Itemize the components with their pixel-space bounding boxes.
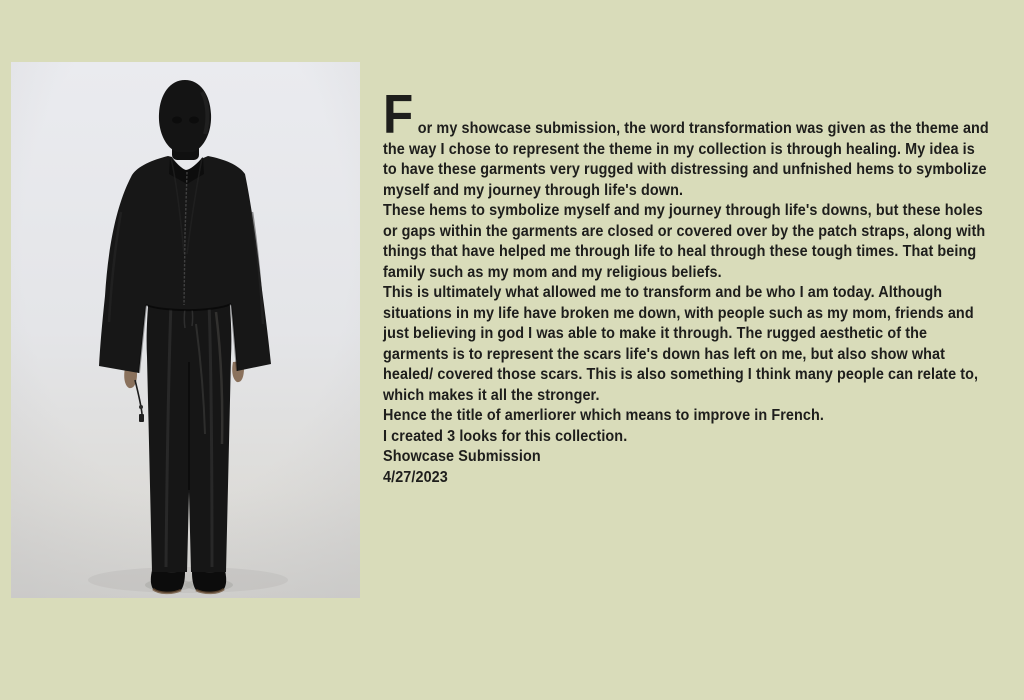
model-photo <box>11 62 360 598</box>
submission-date: 4/27/2023 <box>383 468 448 486</box>
submission-footer <box>383 447 991 488</box>
showcase-text <box>383 83 991 488</box>
looks-count-paragraph: I created 3 looks for this collection. <box>383 427 628 445</box>
submission-label: Showcase Submission <box>383 448 541 465</box>
title-explanation-paragraph: Hence the title of amerliorer which means to improve in French. <box>383 407 824 424</box>
body-paragraph-transform: This is ultimately what allowed me to transform and be who I am today. Although situations in my life have broken me down, with people such as my mom, friends and just believing in god I was able to make it through. The rugged aesthetic of the garments is to represent the scars life's down has left on me, but also show what healed/ covered those scars. This is also something I think many people can relate to, which makes it all the stronger. <box>383 284 979 404</box>
intro-text: or my showcase submission, the word transformation was given as the theme and the way I chose to represent the theme in my collection is through healing. My idea is to have these garments very rugged with distressing and unfnished hems to symbolize myself and my journey through life's down. <box>383 120 989 199</box>
dropcap-letter: F <box>383 83 414 145</box>
intro-paragraph <box>383 83 991 201</box>
floor-shadow <box>88 567 288 593</box>
model-photo-illustration <box>11 62 360 598</box>
body-paragraph-hems: These hems to symbolize myself and my journey through life's downs, but these holes or gaps within the garments are closed or covered over by the patch straps, along with things that have helped me through life to heal through these tough times. That being family such as my mom and my religious beliefs. <box>383 202 986 281</box>
